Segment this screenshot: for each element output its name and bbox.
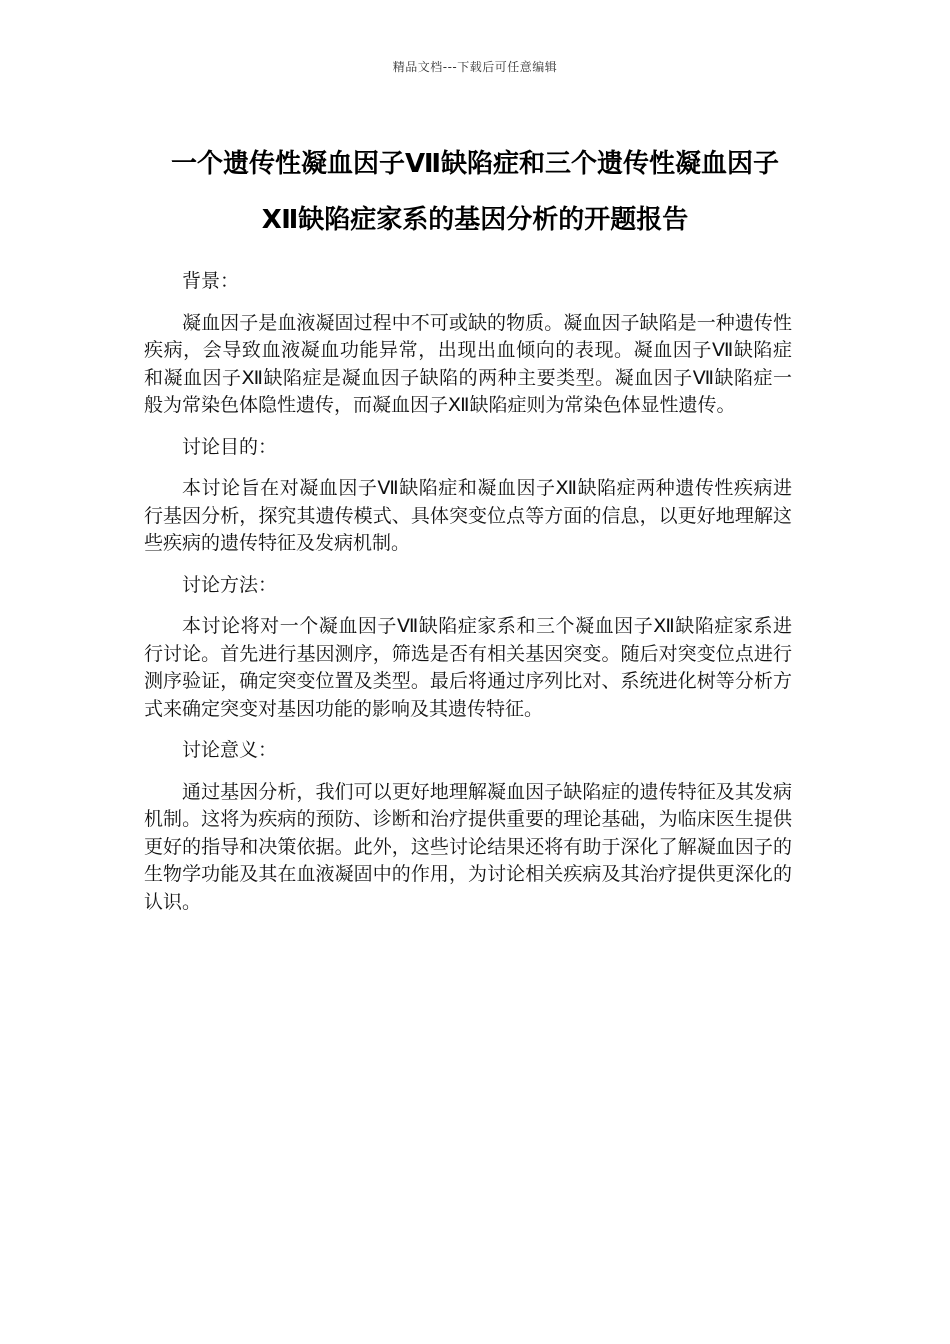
document-body	[144, 268, 792, 930]
title-line-2: Ⅻ缺陷症家系的基因分析的开题报告	[261, 205, 689, 235]
section-heading-significance: 讨论意义：	[182, 739, 278, 761]
section-heading-methods: 讨论方法：	[182, 573, 278, 596]
section-body-significance: 通过基因分析，我们可以更好地理解凝血因子缺陷症的遗传特征及其发病机制。这将为疾病的预防、诊断和治疗提供重要的理论基础，为临床医生提供更好的指导和决策依据。此外，这些讨论结果还将有助于深化了解凝血因子的生物学功能及其在血液凝固中的作用，为讨论相关疾病及其治疗提供更深化的认识。	[144, 780, 792, 913]
title-line-1: 一个遗传性凝血因子Ⅶ缺陷症和三个遗传性凝血因子	[170, 149, 780, 179]
document-title	[120, 136, 830, 248]
section-heading-purpose: 讨论目的：	[182, 435, 278, 458]
section-body-background: 凝血因子是血液凝固过程中不可或缺的物质。凝血因子缺陷是一种遗传性疾病，会导致血液凝血功能异常，出现出血倾向的表现。凝血因子Ⅶ缺陷症和凝血因子Ⅻ缺陷症是凝血因子缺陷的两种主要类型。凝血因子Ⅶ缺陷症一般为常染色体隐性遗传，而凝血因子Ⅻ缺陷症则为常染色体显性遗传。	[144, 311, 792, 416]
section-heading-background: 背景：	[182, 270, 240, 292]
section-body-methods: 本讨论将对一个凝血因子Ⅶ缺陷症家系和三个凝血因子Ⅻ缺陷症家系进行讨论。首先进行基因测序，筛选是否有相关基因突变。随后对突变位点进行测序验证，确定突变位置及类型。最后将通过序列比对、系统进化树等分析方式来确定突变对基因功能的影响及其遗传特征。	[144, 615, 792, 720]
header-note: 精品文档---下载后可任意编辑	[392, 60, 558, 74]
section-body-purpose: 本讨论旨在对凝血因子Ⅶ缺陷症和凝血因子Ⅻ缺陷症两种遗传性疾病进行基因分析，探究其遗传模式、具体突变位点等方面的信息，以更好地理解这些疾病的遗传特征及发病机制。	[144, 477, 792, 554]
